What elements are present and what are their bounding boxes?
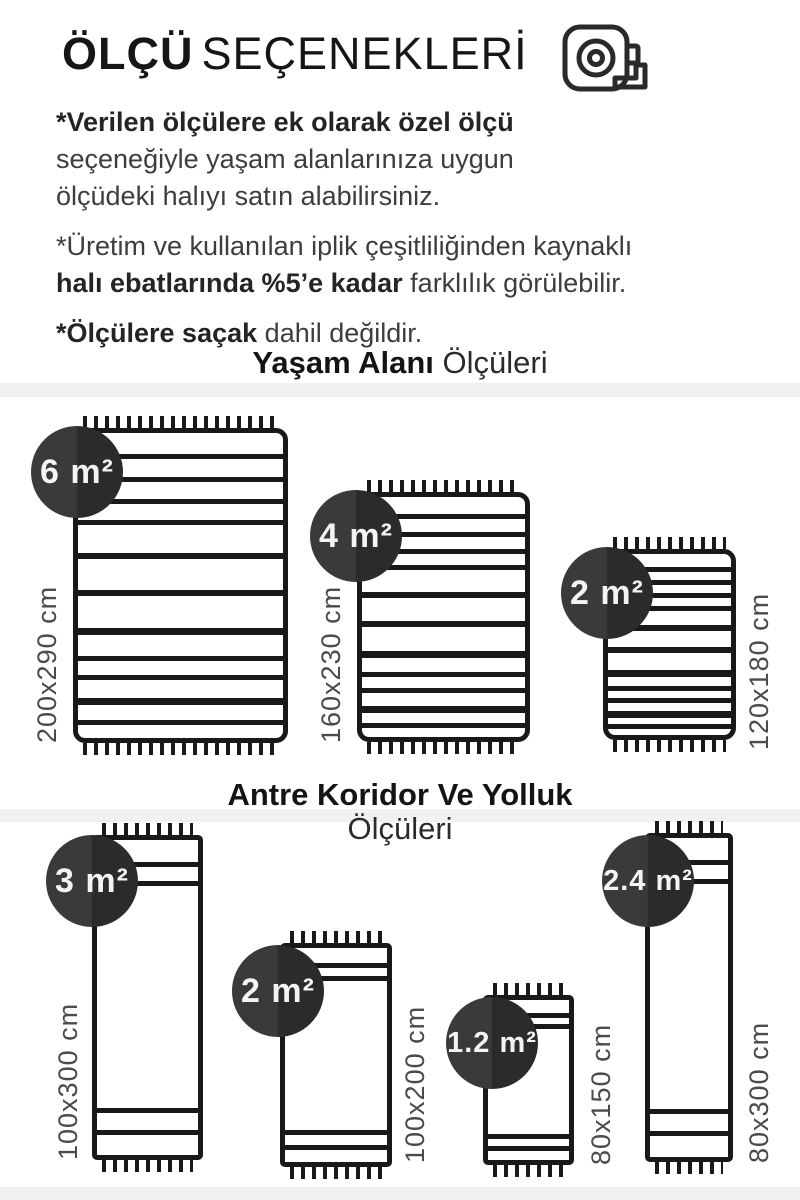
- living-area-heading: Yaşam Alanı Ölçüleri: [252, 345, 548, 380]
- rug-fringe: [102, 1160, 193, 1172]
- rug-fringe: [367, 480, 520, 492]
- rug-fringe: [613, 740, 726, 752]
- area-badge: 6 m²: [31, 426, 123, 518]
- rug-fringe: [290, 1167, 382, 1179]
- rug-fringe: [493, 983, 564, 995]
- notes: [56, 104, 766, 365]
- note-tolerance-bold: halı ebatlarında %5’e kadar: [56, 268, 403, 298]
- rug-fringe: [613, 537, 726, 549]
- rug-fringe: [83, 416, 278, 428]
- rug-fringe: [655, 821, 723, 833]
- size-label: 120x180 cm: [744, 592, 774, 750]
- area-badge: 1.2 m²: [446, 997, 538, 1089]
- size-label: 160x230 cm: [316, 585, 346, 743]
- page-title-light: SEÇENEKLERİ: [201, 28, 528, 79]
- note-custom-size: *Verilen ölçülere ek olarak özel ölçü seçeneğiyle yaşam alanlarınıza uygun ölçüdeki halıyı satın alabilirsiniz.: [56, 107, 514, 211]
- note-fringe-bold: *Ölçülere saçak: [56, 318, 258, 348]
- rug-fringe: [655, 1162, 723, 1174]
- note-tolerance: *Üretim ve kullanılan iplik çeşitliliğinden kaynaklı halı ebatlarında %5’e kadar farklılık görülebilir.: [56, 231, 633, 298]
- rug-fringe: [493, 1165, 564, 1177]
- note-fringe: *Ölçülere saçak dahil değildir.: [56, 318, 423, 348]
- rug-fringe: [290, 931, 382, 943]
- page-title: [62, 28, 528, 80]
- runner-heading: Antre Koridor Ve Yolluk Ölçüleri: [227, 777, 573, 846]
- size-label: 100x300 cm: [53, 1002, 83, 1160]
- area-badge: 2 m²: [561, 547, 653, 639]
- area-badge: 2.4 m²: [602, 835, 694, 927]
- size-label: 80x300 cm: [744, 1021, 774, 1163]
- background-band: [0, 383, 800, 397]
- rug-fringe: [367, 742, 520, 754]
- background-band: [0, 1187, 800, 1200]
- tape-measure-icon: [560, 22, 652, 103]
- size-label: 80x150 cm: [586, 1023, 616, 1165]
- rug-fringe: [83, 743, 278, 755]
- page-title-bold: ÖLÇÜ: [62, 28, 194, 79]
- area-badge: 3 m²: [46, 835, 138, 927]
- size-label: 200x290 cm: [32, 585, 62, 743]
- size-label: 100x200 cm: [400, 1005, 430, 1163]
- area-badge: 2 m²: [232, 945, 324, 1037]
- area-badge: 4 m²: [310, 490, 402, 582]
- note-custom-size-bold: *Verilen ölçülere ek olarak özel ölçü: [56, 107, 514, 137]
- rug-fringe: [102, 823, 193, 835]
